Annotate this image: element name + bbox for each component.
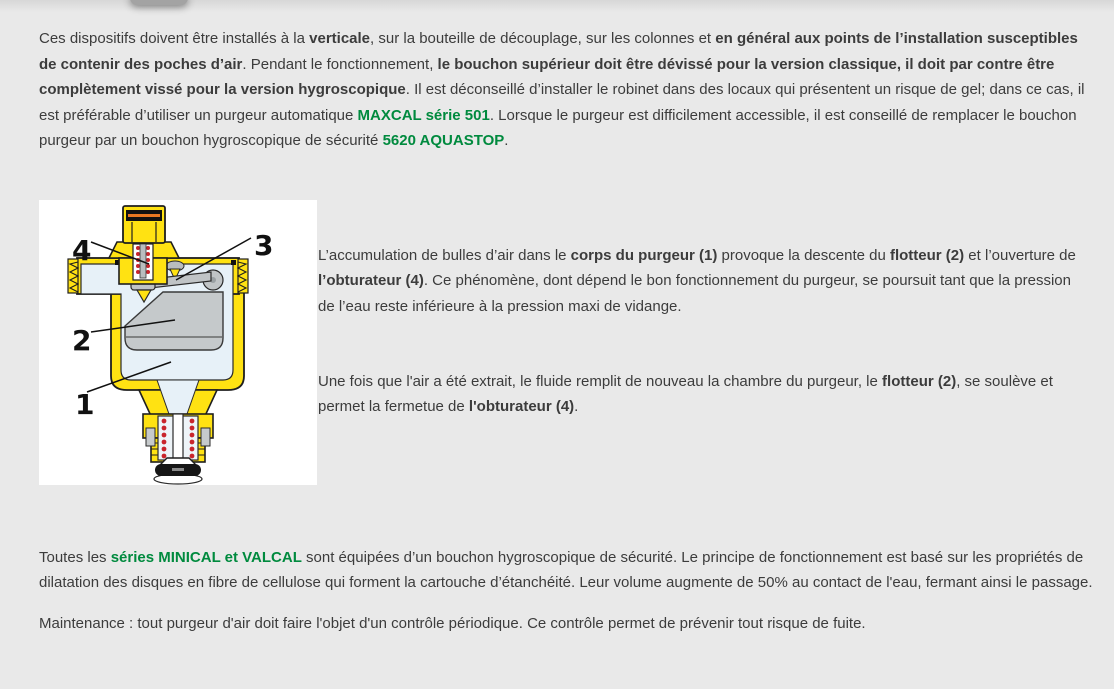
text-run: en général aux points de l’installation susceptibles de contenir des poches d’air <box>39 30 1078 73</box>
tail-tab-right <box>201 428 210 446</box>
text-run: et l’ouverture de <box>964 246 1076 264</box>
text-run: , se soulève et permet la fermetue de <box>318 372 1053 415</box>
text-run: le bouchon supérieur doit être dévissé pour la version classique, il doit par contre être complètement vissé pour la version hygroscopique <box>39 55 1055 98</box>
text-run: Toutes les <box>39 548 111 566</box>
operation-paragraph-1 <box>318 243 1081 320</box>
text-run: Maintenance : tout purgeur d'air doit faire l'objet d'un contrôle périodique. Ce contrôle permet de prévenir tout risque de fuite. <box>39 614 866 632</box>
cap-band-stripe <box>128 214 160 217</box>
callout-1: 1 <box>75 387 95 421</box>
hygroscopic-paragraph <box>39 545 1097 596</box>
text-run: l’obturateur (4) <box>318 272 424 289</box>
text-run: , sur la bouteille de découplage, sur les colonnes et <box>370 30 716 47</box>
tail-tab-left <box>146 428 155 446</box>
callout-2: 2 <box>72 323 92 357</box>
operation-paragraph-2 <box>318 369 1081 420</box>
text-run: . Il est déconseillé d’installer le robinet dans des locaux qui présentent un risque de gel; dans ce cas, il est préférable d’utiliser un purgeur automatique <box>39 81 1085 124</box>
product-link[interactable]: 5620 AQUASTOP <box>382 132 505 149</box>
text-run: provoque la descente du <box>717 246 890 264</box>
text-run: . Pendant le fonctionnement, <box>242 55 438 73</box>
text-run: sont équipées d’un bouchon hygroscopique de sécurité. Le principe de fonctionnement est basé sur les propriétés de dilatation des disques en fibre de cellulose qui forment la cartouche d’étanchéité. Leur volume augmente de 50% au contact de l'eau, fermant ainsi le passage. <box>39 548 1093 591</box>
text-run: . Lorsque le purgeur est difficilement accessible, il est conseillé de remplacer le bouchon purgeur par un bouchon hygroscopique de sécurité <box>39 106 1077 149</box>
text-run: . <box>574 398 579 415</box>
intro-paragraph <box>39 26 1098 154</box>
text-run: flotteur (2) <box>889 246 965 264</box>
valve-figure <box>39 200 317 485</box>
valve-diagram <box>39 200 317 485</box>
text-run: Ces dispositifs doivent être installés à la <box>39 30 310 47</box>
callout-3: 3 <box>254 228 274 262</box>
product-link[interactable]: MAXCAL série 501 <box>357 106 490 124</box>
text-run: l'obturateur (4) <box>468 398 575 415</box>
valve-stem-bottom <box>173 414 183 460</box>
product-link[interactable]: séries MINICAL et VALCAL <box>110 548 302 566</box>
seal-disc-mark <box>172 468 184 471</box>
text-run: L’accumulation de bulles d’air dans le <box>318 246 571 264</box>
text-run: corps du purgeur (1) <box>570 246 718 264</box>
text-run: Une fois que l'air a été extrait, le fluide remplit de nouveau la chambre du purgeur, le <box>318 372 883 390</box>
callout-4: 4 <box>72 233 92 267</box>
text-run: verticale <box>309 30 371 47</box>
operation-section <box>39 200 1098 485</box>
text-run: . Ce phénomène, dont dépend le bon fonctionnement du purgeur, se poursuit tant que la pression de l’eau reste inférieure à la pression maxi de vidange. <box>318 272 1071 315</box>
text-run: flotteur (2) <box>882 372 957 390</box>
cover-screw-right <box>231 260 236 265</box>
text-run: . <box>504 132 509 149</box>
maintenance-paragraph <box>39 611 1097 637</box>
